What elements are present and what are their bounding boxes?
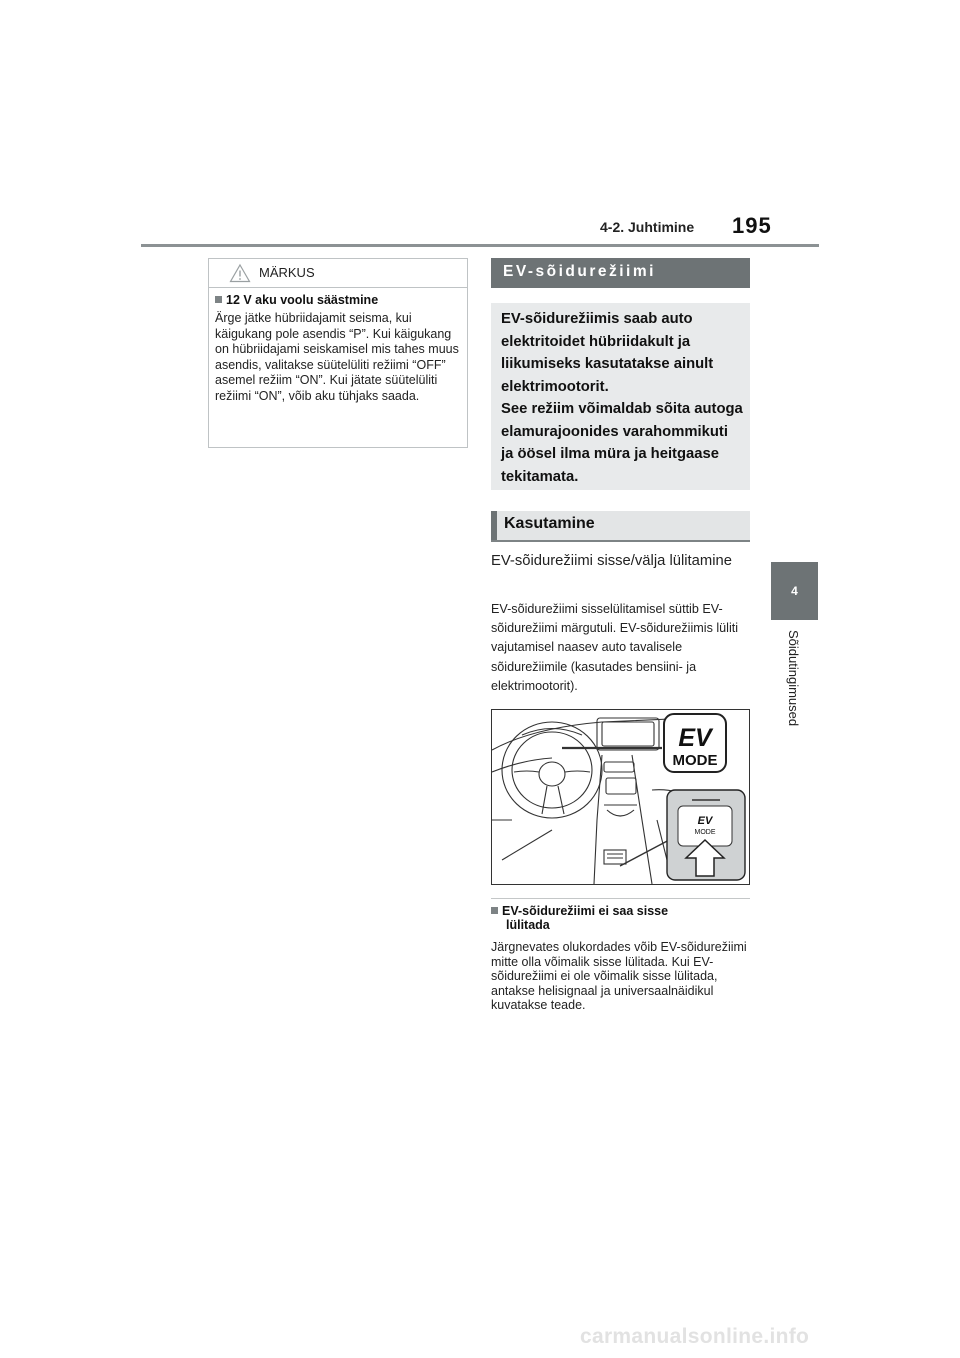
- illustration-divider: [491, 898, 750, 899]
- usage-heading: [491, 511, 750, 542]
- notice-subtitle: [215, 293, 378, 307]
- notice-body: Ärge jätke hübriidajamit seisma, kui käigukang pole asendis “P”. Kui käigukang on hübriidajami seiskamisel mis tahes muus asendis, valitakse süütelüliti režiimi “OFF” asemel režiim “ON”. Kui jätate süütelüliti režiimi “ON”, võib aku tühjaks saada.: [215, 311, 459, 403]
- notice-box: [208, 258, 468, 448]
- section-heading-text: EV-sõidurežiimi: [503, 263, 656, 280]
- chapter-number: 4: [791, 584, 798, 598]
- intro-box: [491, 303, 750, 490]
- small-ev-text: EV: [697, 815, 713, 827]
- section-title: 4-2. Juhtimine: [600, 219, 695, 235]
- bullet-square-icon: [215, 296, 222, 303]
- notice-subtitle-text: 12 V aku voolu säästmine: [226, 293, 379, 307]
- warning-icon: [229, 263, 251, 283]
- section-heading: [491, 258, 750, 288]
- usage-paragraph: EV-sõidurežiimi sisselülitamisel süttib EV-sõidurežiimi märgutuli. EV-sõidurežiimis lüliti vajutamisel naasev auto tavalisele sõidurežiimile (kasutades bensiini- ja elektrimootorit).: [491, 602, 739, 693]
- big-mode-text: MODE: [672, 752, 718, 769]
- notice-header: [209, 259, 467, 288]
- notice-title: MÄRKUS: [259, 265, 315, 280]
- big-ev-text: EV: [678, 724, 712, 752]
- intro-paragraph-1: EV-sõidurežiimis saab auto elektritoidet hübriidakult ja liikumiseks kasutatakse ainult elektrimootorit.: [501, 311, 714, 395]
- cannot-switch-subtitle-line2: lülitada: [506, 918, 550, 932]
- cannot-switch-subtitle: [491, 904, 750, 932]
- header-divider: [141, 244, 819, 247]
- watermark: carmanualsonline.info: [580, 1325, 810, 1348]
- small-mode-text: MODE: [694, 829, 716, 836]
- bullet-square-icon: [491, 907, 498, 914]
- dashboard-drawing: [492, 710, 749, 884]
- chapter-tab: [771, 562, 818, 620]
- page-number: 195: [732, 213, 772, 238]
- cannot-switch-body: Järgnevates olukordades võib EV-sõidurežiimi mitte olla võimalik sisse lülitada. Kui EV-sõidurežiimi ei ole võimalik sisse lülitada, antakse helisignaal ja universaalnäidikul kuvatakse teade.: [491, 940, 747, 1013]
- intro-paragraph-2: See režiim võimaldab sõita autoga elamurajoonides varahommikuti ja öösel ilma müra ja heitgaase tekitamata.: [501, 401, 743, 485]
- chapter-label: Sõidutingimused: [786, 630, 801, 727]
- usage-subtitle: EV-sõidurežiimi sisse/välja lülitamine: [491, 553, 732, 569]
- dashboard-illustration: [491, 709, 750, 885]
- cannot-switch-subtitle-line1: EV-sõidurežiimi ei saa sisse: [502, 904, 669, 918]
- usage-heading-text: Kasutamine: [504, 515, 595, 532]
- heading-accent-bar: [491, 511, 497, 540]
